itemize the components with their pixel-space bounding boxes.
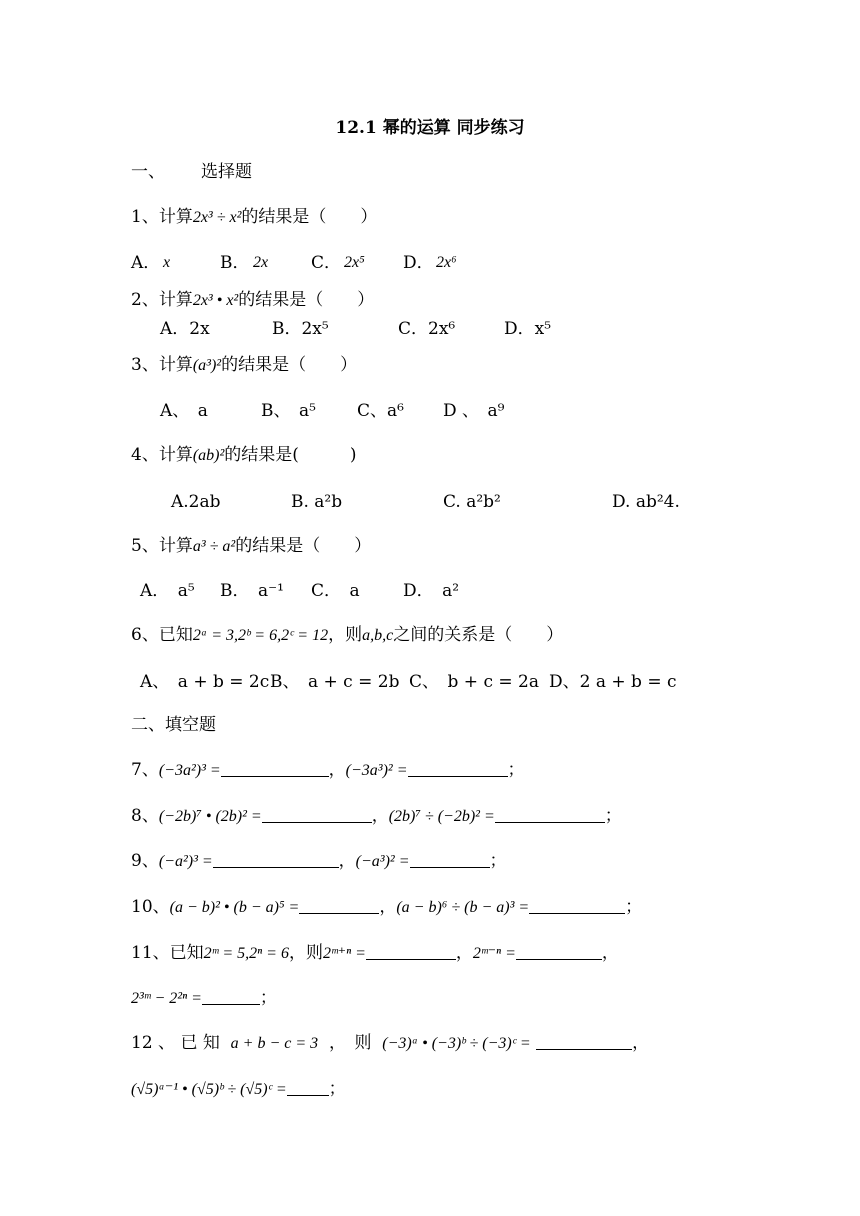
option: D. ab²4. [612, 492, 680, 512]
terminator: ； [328, 1079, 346, 1099]
math-expression: (−a³)² = [355, 853, 410, 870]
question-stem: 6、已知 [131, 625, 193, 645]
option: A．2x [160, 319, 210, 339]
question-12 [131, 1032, 649, 1055]
separator: ， [601, 943, 619, 963]
question-stem: 1、计算 [131, 207, 193, 227]
math-expression: 2ᵐ = 5,2ⁿ = 6 [203, 945, 289, 962]
math-expression: a + b − c = 3 [230, 1035, 319, 1052]
question-10 [131, 896, 642, 919]
answer-blank[interactable] [495, 806, 605, 823]
question-3 [131, 354, 357, 377]
separator: ， [371, 806, 389, 826]
question-12-continued [131, 1078, 346, 1101]
option-value: 2x [253, 254, 269, 271]
math-expression: (−2b)⁷ • (2b)² = [158, 808, 262, 825]
math-expression: (ab)² [192, 447, 225, 464]
option-label: A． [131, 253, 161, 273]
question-number: 12 、 已 知 [131, 1033, 220, 1053]
page-title: 12.1 幂的运算 同步练习 [335, 118, 525, 138]
answer-blank[interactable] [408, 760, 508, 777]
question-11 [131, 942, 619, 965]
math-expression: 2ᵃ = 3,2ᵇ = 6,2ᶜ = 12 [192, 627, 329, 644]
question-text: ， 则 [328, 1033, 372, 1053]
option: B、 a⁵ [261, 401, 316, 421]
math-expression: 2ᵐ⁺ⁿ = [322, 945, 366, 962]
option: A.2ab [171, 492, 221, 512]
question-4 [131, 444, 357, 467]
question-4-options [131, 491, 831, 513]
option: B、 a + c = 2b [270, 672, 400, 692]
question-3-options [131, 400, 831, 422]
question-stem: 4、计算 [131, 445, 193, 465]
option-label: B． [220, 253, 250, 273]
option: D．x⁵ [504, 319, 552, 339]
terminator: ； [259, 988, 277, 1008]
math-expression: (a − b)² • (b − a)⁵ = [169, 899, 300, 916]
question-1 [131, 206, 377, 229]
question-5-options [131, 580, 831, 602]
option: A． a⁵ [140, 581, 195, 601]
answer-blank[interactable] [536, 1033, 632, 1050]
math-expression: (−3a²)³ = [158, 762, 221, 779]
question-2-options [131, 318, 831, 340]
math-expression: 2x³ ÷ x² [192, 209, 242, 226]
separator: ， [455, 943, 473, 963]
answer-blank[interactable] [516, 943, 602, 960]
option: D． a² [403, 581, 460, 601]
terminator: ； [625, 897, 643, 917]
question-stem: 2、计算 [131, 290, 193, 310]
question-11-continued [131, 987, 277, 1010]
math-expression: (√5)ᵃ⁻¹ • (√5)ᵇ ÷ (√5)ᶜ = [131, 1081, 287, 1098]
question-tail: 的结果是（ ） [221, 355, 358, 375]
math-expression: a³ ÷ a² [192, 538, 236, 555]
answer-blank[interactable] [221, 760, 329, 777]
option: C． a [311, 581, 360, 601]
question-6 [131, 624, 563, 647]
question-1-options [131, 252, 831, 274]
question-tail: 的结果是（ ） [235, 536, 372, 556]
math-expression: (−3a³)² = [345, 762, 408, 779]
option-value: 2x⁶ [436, 254, 457, 271]
math-expression: 2ᵐ⁻ⁿ = [472, 945, 516, 962]
option: B. a²b [291, 492, 343, 512]
answer-blank[interactable] [366, 943, 456, 960]
question-tail: 之间的关系是（ ） [393, 625, 564, 645]
section-number: 一、 [131, 162, 165, 182]
option-value: 2x⁵ [344, 254, 365, 271]
option: C. a²b² [443, 492, 501, 512]
answer-blank[interactable] [287, 1079, 329, 1096]
section-choice-heading [131, 161, 252, 183]
option: A、 a + b = 2c [140, 672, 270, 692]
answer-blank[interactable] [529, 897, 625, 914]
question-number: 10、 [131, 897, 170, 917]
terminator: ； [507, 760, 525, 780]
question-5 [131, 535, 371, 558]
answer-blank[interactable] [299, 897, 379, 914]
option: C．2x⁶ [398, 319, 456, 339]
question-tail: 的结果是（ ） [241, 207, 378, 227]
answer-blank[interactable] [262, 806, 372, 823]
question-7 [131, 759, 525, 782]
answer-blank[interactable] [213, 851, 339, 868]
section-fill-heading: 二、填空题 [131, 715, 216, 735]
terminator: ； [604, 806, 622, 826]
question-8 [131, 805, 622, 828]
option: C、 b + c = 2a [409, 672, 539, 692]
question-2 [131, 289, 374, 312]
math-expression: (a³)² [192, 357, 222, 374]
separator: ， [379, 897, 397, 917]
answer-blank[interactable] [410, 851, 490, 868]
question-number: 8、 [131, 806, 159, 826]
math-expression: (−3)ᵃ • (−3)ᵇ ÷ (−3)ᶜ = [382, 1035, 531, 1052]
question-text: ，则 [288, 943, 323, 963]
math-expression: 2³ᵐ − 2²ⁿ = [131, 990, 202, 1007]
question-tail: 的结果是（ ） [238, 290, 375, 310]
question-number: 9、 [131, 851, 159, 871]
separator: ， [632, 1033, 650, 1053]
question-number: 11、已知 [131, 943, 204, 963]
section-name: 选择题 [201, 162, 252, 182]
question-9 [131, 850, 507, 873]
option: C、a⁶ [357, 401, 404, 421]
math-expression: 2x³ • x² [192, 292, 239, 309]
math-expression: a,b,c [362, 627, 394, 644]
math-expression: (−a²)³ = [158, 853, 213, 870]
separator: ， [328, 760, 346, 780]
question-stem: 5、计算 [131, 536, 193, 556]
separator: ， [338, 851, 356, 871]
option-value: x [163, 254, 171, 271]
option-label: C． [311, 253, 342, 273]
option: A、 a [160, 401, 208, 421]
question-stem: 3、计算 [131, 355, 193, 375]
terminator: ； [489, 851, 507, 871]
math-expression: (2b)⁷ ÷ (−2b)² = [388, 808, 495, 825]
question-text: ，则 [328, 625, 363, 645]
answer-blank[interactable] [202, 988, 260, 1005]
option: B．2x⁵ [272, 319, 329, 339]
question-6-options [131, 671, 831, 693]
option: B． a⁻¹ [220, 581, 284, 601]
question-tail: 的结果是( ) [224, 445, 357, 465]
option-label: D． [403, 253, 434, 273]
math-expression: (a − b)⁶ ÷ (b − a)³ = [396, 899, 530, 916]
option: D、2 a + b = c [549, 672, 677, 692]
option: D 、 a⁹ [443, 401, 505, 421]
question-number: 7、 [131, 760, 159, 780]
